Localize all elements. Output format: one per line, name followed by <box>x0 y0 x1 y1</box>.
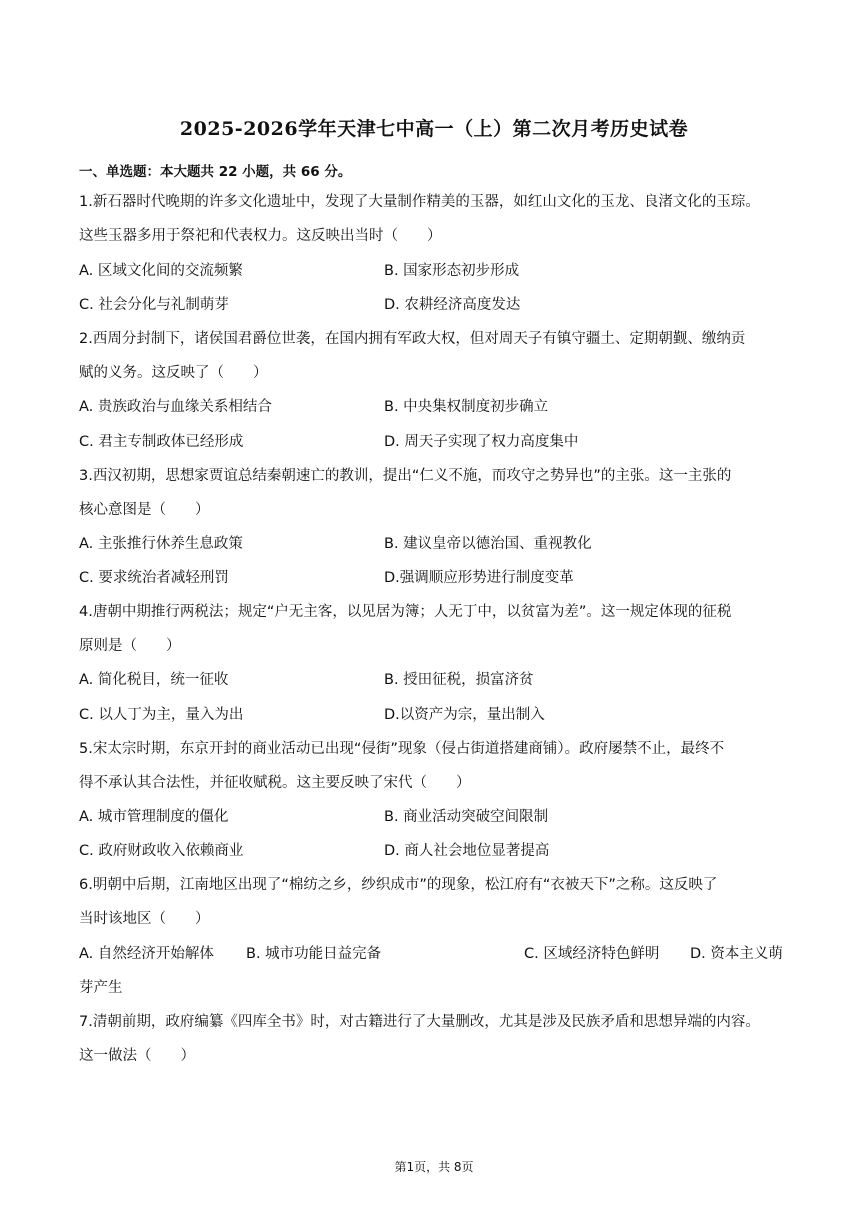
question-6-option-d-continued: 芽产生 <box>79 980 123 996</box>
question-4-line-2: 原则是（ ） <box>79 638 181 654</box>
question-6-option-b: B. 城市功能日益完备 <box>246 946 382 962</box>
question-2-option-d: D. 周天子实现了权力高度集中 <box>384 434 579 450</box>
question-7-line-1: 7.清朝前期，政府编纂《四库全书》时，对古籍进行了大量删改，尤其是涉及民族矛盾和思想异端的内容。 <box>79 1014 760 1030</box>
question-3-line-1: 3.西汉初期，思想家贾谊总结秦朝速亡的教训，提出“仁义不施，而攻守之势异也”的主张。这一主张的 <box>79 468 732 484</box>
question-2-line-1: 2.西周分封制下，诸侯国君爵位世袭，在国内拥有军政大权，但对周天子有镇守疆土、定期朝觐、缴纳贡 <box>79 331 746 347</box>
section-heading: 一、单选题：本大题共 22 小题，共 66 分。 <box>79 164 352 180</box>
question-4-option-d: D.以资产为宗，量出制入 <box>384 707 545 723</box>
question-6-line-1: 6.明朝中后期，江南地区出现了“棉纺之乡，纱织成市”的现象，松江府有“衣被天下”之称。这反映了 <box>79 877 718 893</box>
page-title: 2025-2026学年天津七中高一（上）第二次月考历史试卷 <box>179 118 689 140</box>
question-3-option-b: B. 建议皇帝以德治国、重视教化 <box>384 536 592 552</box>
question-2-line-2: 赋的义务。这反映了（ ） <box>79 365 268 381</box>
question-1-option-c: C. 社会分化与礼制萌芽 <box>79 297 229 313</box>
question-3-line-2: 核心意图是（ ） <box>79 502 210 518</box>
question-5-option-a: A. 城市管理制度的僵化 <box>79 809 229 825</box>
question-6-option-a: A. 自然经济开始解体 <box>79 946 214 962</box>
question-5-option-c: C. 政府财政收入依赖商业 <box>79 843 244 859</box>
question-1-option-d: D. 农耕经济高度发达 <box>384 297 521 313</box>
question-6-option-d: D. 资本主义萌 <box>690 946 783 962</box>
question-6-line-2: 当时该地区（ ） <box>79 911 210 927</box>
question-4-option-a: A. 简化税目，统一征收 <box>79 672 229 688</box>
question-2-option-c: C. 君主专制政体已经形成 <box>79 434 244 450</box>
question-1-line-2: 这些玉器多用于祭祀和代表权力。这反映出当时（ ） <box>79 228 442 244</box>
question-2-option-b: B. 中央集权制度初步确立 <box>384 399 549 415</box>
question-5-option-d: D. 商人社会地位显著提高 <box>384 843 550 859</box>
question-6-option-c: C. 区域经济特色鲜明 <box>524 946 660 962</box>
question-4-option-c: C. 以人丁为主，量入为出 <box>79 707 244 723</box>
question-3-option-d: D.强调顺应形势进行制度变革 <box>384 570 574 586</box>
question-4-line-1: 4.唐朝中期推行两税法；规定“户无主客，以见居为簿；人无丁中，以贫富为差”。这一规定体现的征税 <box>79 604 732 620</box>
question-3-option-c: C. 要求统治者减轻刑罚 <box>79 570 229 586</box>
question-5-line-1: 5.宋太宗时期，东京开封的商业活动已出现“侵街”现象（侵占街道搭建商铺）。政府屡禁不止，最终不 <box>79 741 725 757</box>
question-3-option-a: A. 主张推行休养生息政策 <box>79 536 243 552</box>
question-5-option-b: B. 商业活动突破空间限制 <box>384 809 549 825</box>
question-5-line-2: 得不承认其合法性，并征收赋税。这主要反映了宋代（ ） <box>79 775 471 791</box>
question-2-option-a: A. 贵族政治与血缘关系相结合 <box>79 399 272 415</box>
page-footer: 第1页，共 8页 <box>394 1160 474 1174</box>
question-1-option-a: A. 区域文化间的交流频繁 <box>79 263 243 279</box>
question-7-line-2: 这一做法（ ） <box>79 1048 195 1064</box>
question-1-option-b: B. 国家形态初步形成 <box>384 263 520 279</box>
question-1-line-1: 1.新石器时代晚期的许多文化遗址中，发现了大量制作精美的玉器，如红山文化的玉龙、良渚文化的玉琮。 <box>79 194 760 210</box>
question-4-option-b: B. 授田征税，损富济贫 <box>384 672 534 688</box>
